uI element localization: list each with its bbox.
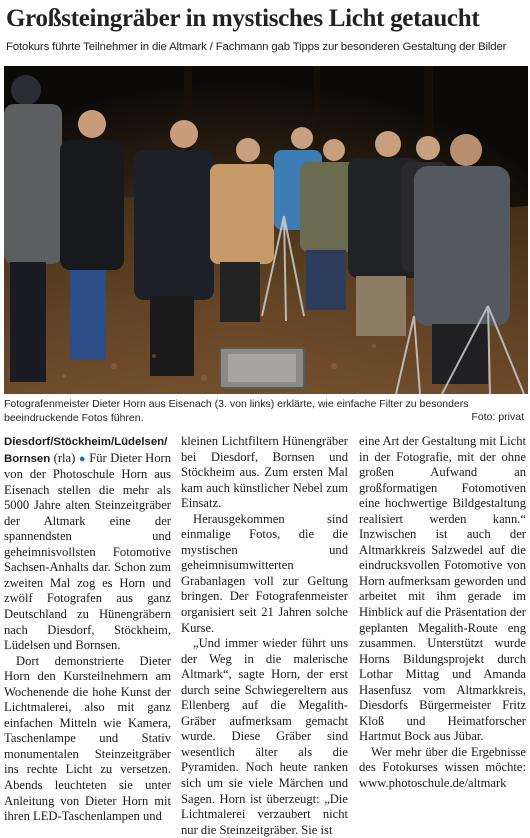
paragraph-3: kleinen Lichtfiltern Hünengräber bei Diesdorf, Bornsen und Stöckheim aus. Zum ersten Mal kam auch künstlicher Nebel zum Einsatz.	[181, 434, 348, 511]
paragraph-4: Herausgekommen sind einmalige Fotos, die die mystischen und geheimnisumwitterten Grabanlagen voll zur Geltung bringen. Der Fotografenmeister organisiert seit 21 Jahren solche Kurse.	[181, 511, 348, 635]
paragraph-6: eine Art der Gestaltung mit Licht in der Fotografie, mit der ohne großen Aufwand an großformatigen Fotomotiven eine hochwertige Bildgestaltung realisiert werden kann.“ Inzwischen ist auch der Altmarkkreis Salzwedel auf die eindrucksvollen Fotomotive von Horn aufmerksam geworden und arbeitet mit ihm gerade im Hinblick auf die Präsentation der geplanten Megalith-Route eng zusammen. Unterstützt wurde Horns Bildungsprojekt durch Lothar Mittag und Amanda Hasenfusz vom Altmarkkreis, Diesdorfs Bürgermeister Fritz Kloß und Heimatforscher Hartmut Bock aus Jübar.	[359, 434, 526, 744]
photo-caption: Fotografenmeister Dieter Horn aus Eisenach (3. von links) erklärte, wie einfache Filter zu besonders beeindruckende Fotos führen.	[4, 398, 469, 424]
article-column-3	[359, 434, 526, 792]
paragraph-2: Dort demonstrierte Dieter Horn den Kursteilnehmern am Wochenende die hohe Kunst der Lichtmalerei, also mit ganz einfachen Mitteln wie Kamera, Taschenlampe und Stativ monumentalen Steinzeitgräber ins rechte Licht zu versetzen. Abends leuchteten sie unter Anleitung von Dieter Horn mit ihren LED-Taschenlampen und	[4, 653, 171, 824]
photoschule-link[interactable]: www.photoschule.de/altmark	[359, 776, 507, 791]
paragraph-5: „Und immer wieder führt uns der Weg in die malerische Altmark“, sagte Horn, der erst durch seine Schwiegereltern aus Ellenberg auf die Megalith-Gräber aufmerksam gemacht wurde. Diese Gräber sind wesentlich älter als die Pyramiden. Noch heute ranken sich um sie viele Märchen und Sagen. Horn ist überzeugt: „Die Lichtmalerei verzaubert nicht nur die Steinzeitgräber. Sie ist	[181, 636, 348, 837]
paragraph-text: Wer mehr über die Ergebnisse des Fotokurses wissen möchte:	[359, 744, 526, 775]
article-column-1	[4, 434, 171, 825]
article-photo	[4, 66, 528, 394]
author-tag: (rla)	[53, 450, 76, 465]
paragraph-text: Für Dieter Horn von der Photoschule Horn aus Eisenach stellen die mehr als 5000 Jahre alten Steinzeitgräber der Altmark eine der spannendsten und geheimnisvollsten Fotomotive Sachsen-Anhalts dar. Schon zum zweiten Mal zog es Horn und zwölf Fotografen aus ganz Deutschland zu Hünengräbern nach Diesdorf, Stöckheim, Lüdelsen und Bornsen.	[4, 450, 172, 653]
article-headline: Großsteingräber in mystisches Licht getaucht	[6, 5, 480, 32]
paragraph-7	[359, 745, 526, 792]
article-column-2	[181, 434, 348, 838]
dateline: Diesdorf/Stöckheim/Lüdelsen/ Bornsen	[4, 436, 168, 465]
bullet-icon: ●	[78, 452, 86, 465]
paragraph-1	[4, 434, 171, 654]
article-subheadline: Fotokurs führte Teilnehmer in die Altmark / Fachmann gab Tipps zur besonderen Gestaltung der Bilder	[6, 41, 507, 53]
photo-credit: Foto: privat	[471, 411, 524, 423]
